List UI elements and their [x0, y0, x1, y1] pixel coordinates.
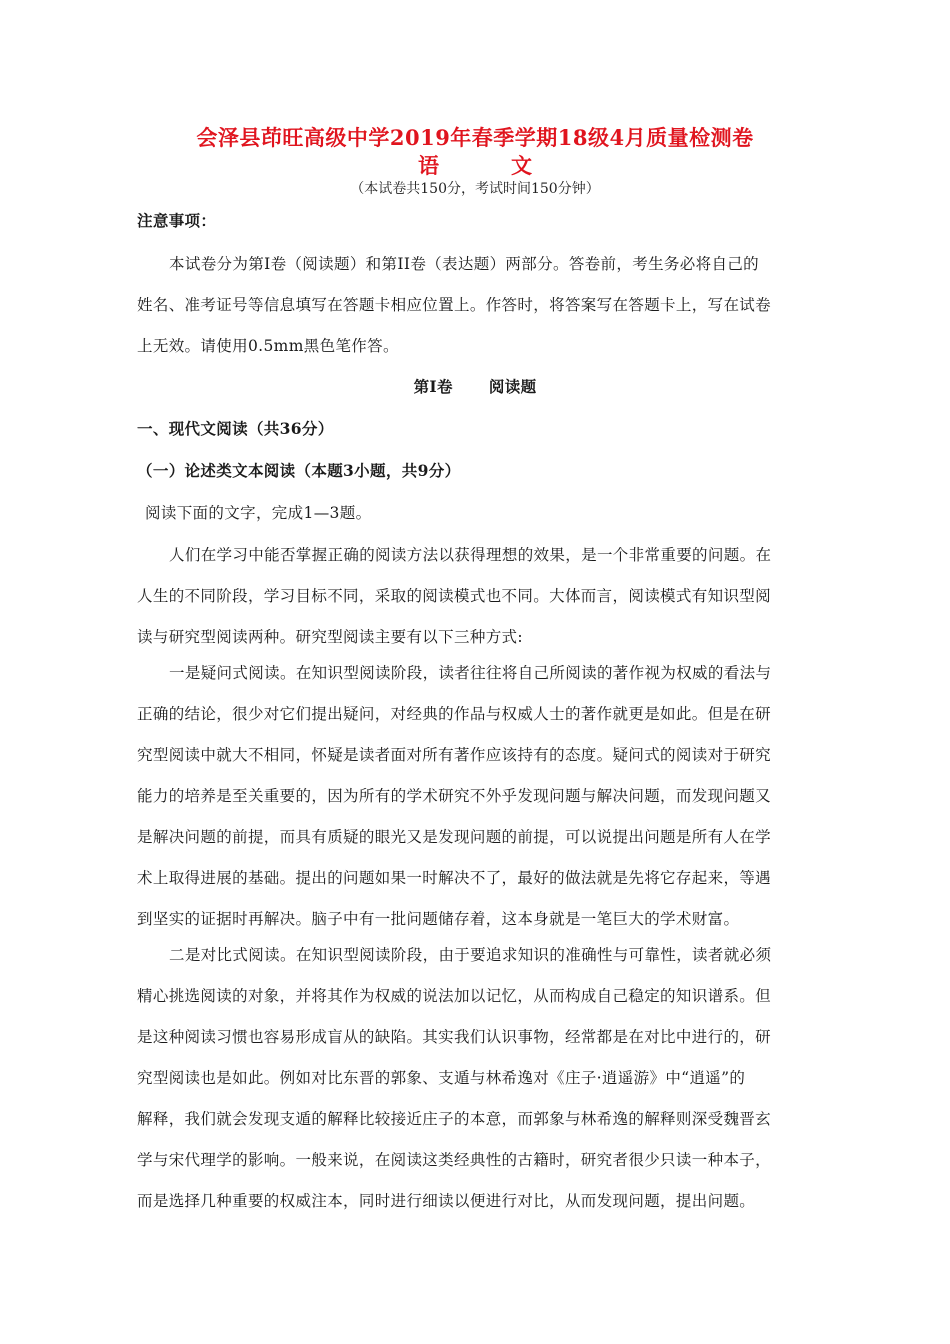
notice-line: 上无效。请使用0.5mm黑色笔作答。 [137, 337, 399, 355]
passage-line: 二是对比式阅读。在知识型阅读阶段，由于要追求知识的准确性与可靠性，读者就必须 [169, 946, 772, 964]
passage-line: 读与研究型阅读两种。研究型阅读主要有以下三种方式: [137, 628, 523, 646]
passage-line: 解释，我们就会发现支遁的解释比较接近庄子的本意，而郭象与林希逸的解释则深受魏晋玄 [137, 1110, 772, 1128]
passage-line: 人生的不同阶段，学习目标不同，采取的阅读模式也不同。大体而言，阅读模式有知识型阅 [137, 587, 772, 605]
passage-line: 究型阅读也是如此。例如对比东晋的郭象、支遁与林希逸对《庄子·逍遥游》中“逍遥”的 [137, 1069, 746, 1087]
subject-title [0, 150, 950, 180]
passage-line: 是解决问题的前提，而具有质疑的眼光又是发现问题的前提，可以说提出问题是所有人在学 [137, 828, 772, 846]
exam-title: 会泽县茚旺高级中学2019年春季学期18级4月质量检测卷 [196, 125, 754, 150]
section-heading: 一、现代文阅读（共36分） [137, 419, 334, 438]
passage-line: 精心挑选阅读的对象，并将其作为权威的说法加以记忆，从而构成自己稳定的知识谱系。但 [137, 987, 772, 1005]
reading-instruction: 阅读下面的文字，完成1—3题。 [145, 504, 372, 522]
section-subheading: （一）论述类文本阅读（本题3小题，共9分） [137, 461, 461, 480]
passage-line: 术上取得进展的基础。提出的问题如果一时解决不了，最好的做法就是先将它存起来，等遇 [137, 869, 772, 887]
part-label: 第I卷 [413, 377, 453, 396]
passage-line: 而是选择几种重要的权威注本，同时进行细读以便进行对比，从而发现问题，提出问题。 [137, 1192, 756, 1210]
notice-line: 本试卷分为第I卷（阅读题）和第II卷（表达题）两部分。答卷前，考生务必将自己的 [169, 255, 760, 273]
passage-line: 人们在学习中能否掌握正确的阅读方法以获得理想的效果，是一个非常重要的问题。在 [169, 546, 772, 564]
passage-line: 能力的培养是至关重要的，因为所有的学术研究不外乎发现问题与解决问题，而发现问题又 [137, 787, 772, 805]
part-title [0, 377, 950, 397]
notice-heading: 注意事项： [137, 211, 217, 230]
exam-info: （本试卷共150分，考试时间150分钟） [350, 181, 600, 197]
passage-line: 究型阅读中就大不相同，怀疑是读者面对所有著作应该持有的态度。疑问式的阅读对于研究 [137, 746, 772, 764]
passage-line: 到坚实的证据时再解决。脑子中有一批问题储存着，这本身就是一笔巨大的学术财富。 [137, 910, 740, 928]
passage-line: 正确的结论，很少对它们提出疑问，对经典的作品与权威人士的著作就更是如此。但是在研 [137, 705, 772, 723]
passage-line: 一是疑问式阅读。在知识型阅读阶段，读者往往将自己所阅读的著作视为权威的看法与 [169, 664, 772, 682]
passage-line: 是这种阅读习惯也容易形成盲从的缺陷。其实我们认识事物，经常都是在对比中进行的，研 [137, 1028, 772, 1046]
part-name: 阅读题 [488, 377, 537, 396]
notice-line: 姓名、准考证号等信息填写在答题卡相应位置上。作答时，将答案写在答题卡上，写在试卷 [137, 296, 772, 314]
passage-line: 学与宋代理学的影响。一般来说，在阅读这类经典性的古籍时，研究者很少只读一种本子， [137, 1151, 772, 1169]
subject-char-right: 文 [511, 153, 532, 178]
subject-char-left: 语 [418, 153, 439, 178]
